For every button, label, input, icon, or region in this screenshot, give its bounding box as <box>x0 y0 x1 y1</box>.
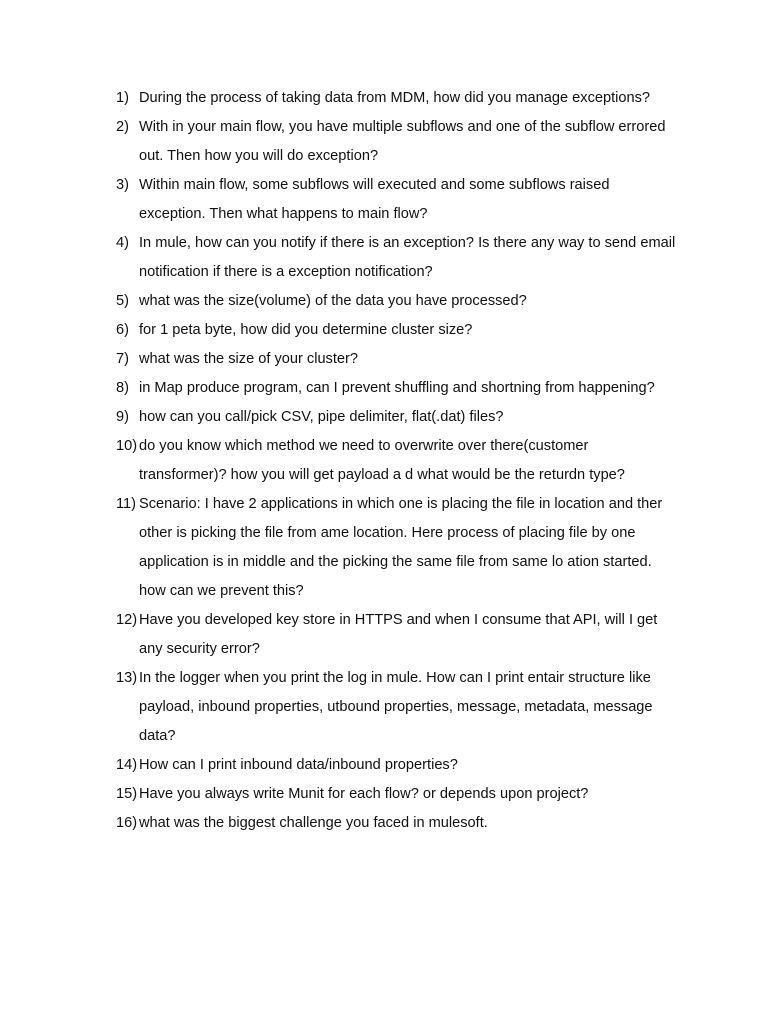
list-item <box>116 751 676 780</box>
list-item <box>116 113 676 171</box>
question-number: 13) <box>116 670 138 686</box>
list-item <box>116 664 676 751</box>
list-item <box>116 432 676 490</box>
question-text: In the logger when you print the log in mule. How can I print entair structure like payload, inbound properties, utbound properties, message, metadata, message data? <box>139 670 653 744</box>
list-item <box>116 490 676 606</box>
list-item <box>116 780 676 809</box>
question-text: do you know which method we need to overwrite over there(customer transformer)? how you will get payload a d what would be the returdn type? <box>139 438 625 483</box>
question-text: With in your main flow, you have multiple subflows and one of the subflow errored out. Then how you will do exception? <box>139 119 666 164</box>
question-number: 5) <box>116 293 129 309</box>
question-number: 10) <box>116 438 138 454</box>
question-number: 8) <box>116 380 129 396</box>
question-text: for 1 peta byte, how did you determine cluster size? <box>139 322 473 338</box>
question-text: Within main flow, some subflows will executed and some subflows raised exception. Then what happens to main flow? <box>139 177 610 222</box>
question-text: in Map produce program, can I prevent shuffling and shortning from happening? <box>139 380 655 396</box>
list-item <box>116 809 676 838</box>
question-number: 3) <box>116 177 129 193</box>
question-text: what was the size(volume) of the data you have processed? <box>139 293 527 309</box>
list-item <box>116 403 676 432</box>
question-text: During the process of taking data from MDM, how did you manage exceptions? <box>139 90 651 106</box>
question-text: How can I print inbound data/inbound properties? <box>139 757 458 773</box>
list-item <box>116 374 676 403</box>
question-number: 2) <box>116 119 129 135</box>
question-number: 15) <box>116 786 138 802</box>
list-item <box>116 316 676 345</box>
question-number: 1) <box>116 90 129 106</box>
list-item <box>116 171 676 229</box>
question-number: 7) <box>116 351 129 367</box>
question-text: Scenario: I have 2 applications in which one is placing the file in location and ther other is picking the file from ame location. Here process of placing file by one application is in middle and the picking the same file from same lo ation started. how can we prevent this? <box>139 496 663 599</box>
list-item <box>116 345 676 374</box>
list-item <box>116 287 676 316</box>
question-text: Have you developed key store in HTTPS and when I consume that API, will I get any security error? <box>139 612 658 657</box>
question-text: what was the biggest challenge you faced in mulesoft. <box>139 815 488 831</box>
question-number: 11) <box>116 496 137 512</box>
question-number: 14) <box>116 757 138 773</box>
list-item <box>116 229 676 287</box>
question-number: 6) <box>116 322 129 338</box>
question-number: 9) <box>116 409 129 425</box>
list-item <box>116 84 676 113</box>
question-text: what was the size of your cluster? <box>139 351 359 367</box>
question-list <box>116 84 676 838</box>
question-number: 16) <box>116 815 138 831</box>
question-number: 4) <box>116 235 129 251</box>
question-text: how can you call/pick CSV, pipe delimiter, flat(.dat) files? <box>139 409 504 425</box>
question-text: Have you always write Munit for each flow? or depends upon project? <box>139 786 589 802</box>
question-number: 12) <box>116 612 138 628</box>
list-item <box>116 606 676 664</box>
question-text: In mule, how can you notify if there is an exception? Is there any way to send email notification if there is a exception notification? <box>139 235 676 280</box>
